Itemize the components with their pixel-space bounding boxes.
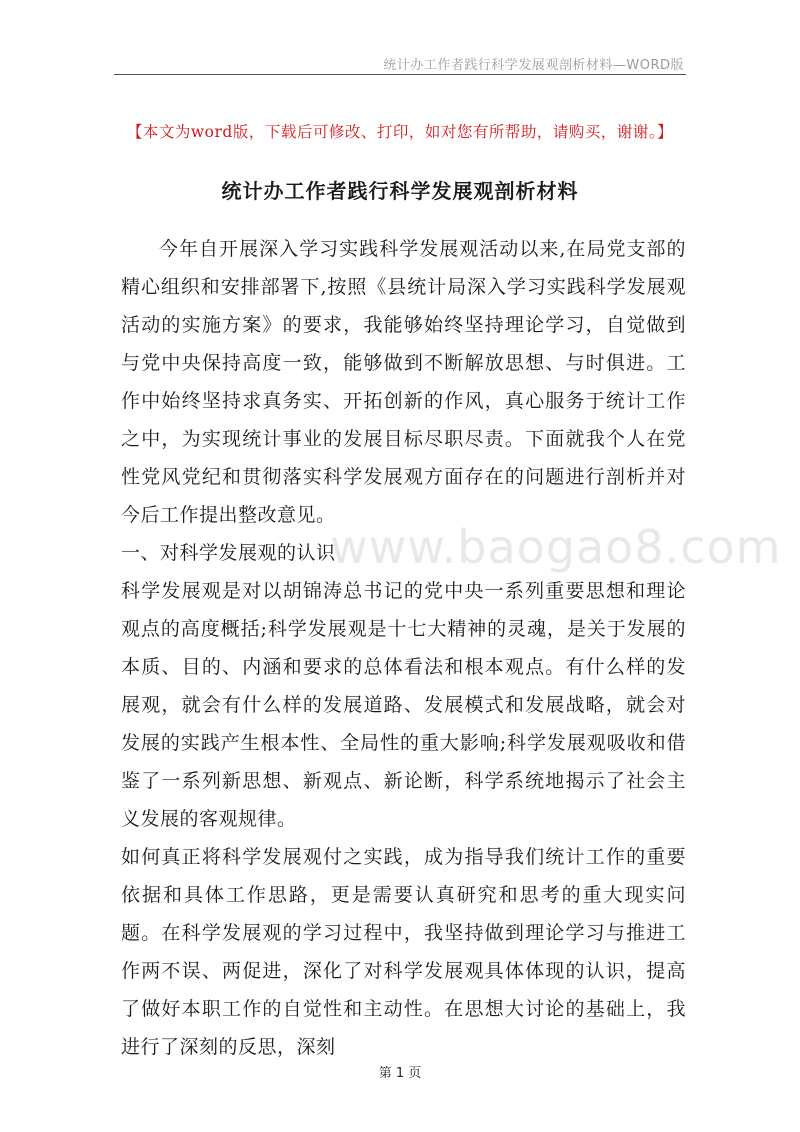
paragraph-intro: 今年自开展深入学习实践科学发展观活动以来,在局党支部的精心组织和安排部署下,按照《县统计局深入学习实践科学发展观活动的实施方案》的要求，我能够始终坚持理论学习，自觉做到与党中央保持高度一致，能够做到不断解放思想、与时俱进。工作中始终坚持求真务实、开拓创新的作风，真心服务于统计工作之中，为实现统计事业的发展目标尽职尽责。下面就我个人在党性党风党纪和贯彻落实科学发展观方面存在的问题进行剖析并对今后工作提出整改意见。: [121, 238, 686, 526]
paragraph: 科学发展观是对以胡锦涛总书记的党中央一系列重要思想和理论观点的高度概括;科学发展观是十七大精神的灵魂，是关于发展的本质、目的、内涵和要求的总体看法和根本观点。有什么样的发展观，就会有什么样的发展道路、发展模式和发展战略，就会对发展的实践产生根本性、全局性的重大影响;科学发展观吸收和借鉴了一系列新思想、新观点、新论断，科学系统地揭示了社会主义发展的客观规律。: [121, 580, 686, 830]
page-header: 统计办工作者践行科学发展观剖析材料—WORD版: [383, 58, 684, 73]
header-divider: [114, 74, 686, 75]
paragraph: 如何真正将科学发展观付之实践，成为指导我们统计工作的重要依据和具体工作思路，更是需要认真研究和思考的重大现实问题。在科学发展观的学习过程中，我坚持做到理论学习与推进工作两不误、两促进，深化了对科学发展观具体体现的认识，提高了做好本职工作的自觉性和主动性。在思想大讨论的基础上，我进行了深刻的反思，深刻: [121, 846, 686, 1058]
document-body: [121, 230, 686, 1066]
section-heading: 一、对科学发展观的认识: [121, 542, 336, 564]
download-notice: 【本文为word版，下载后可修改、打印，如对您有所帮助，请购买，谢谢。】: [126, 123, 674, 141]
document-title: 统计办工作者践行科学发展观剖析材料: [221, 179, 579, 203]
page-number: 第 1 页: [378, 1066, 422, 1081]
watermark: www.baogao8.com: [330, 520, 782, 574]
